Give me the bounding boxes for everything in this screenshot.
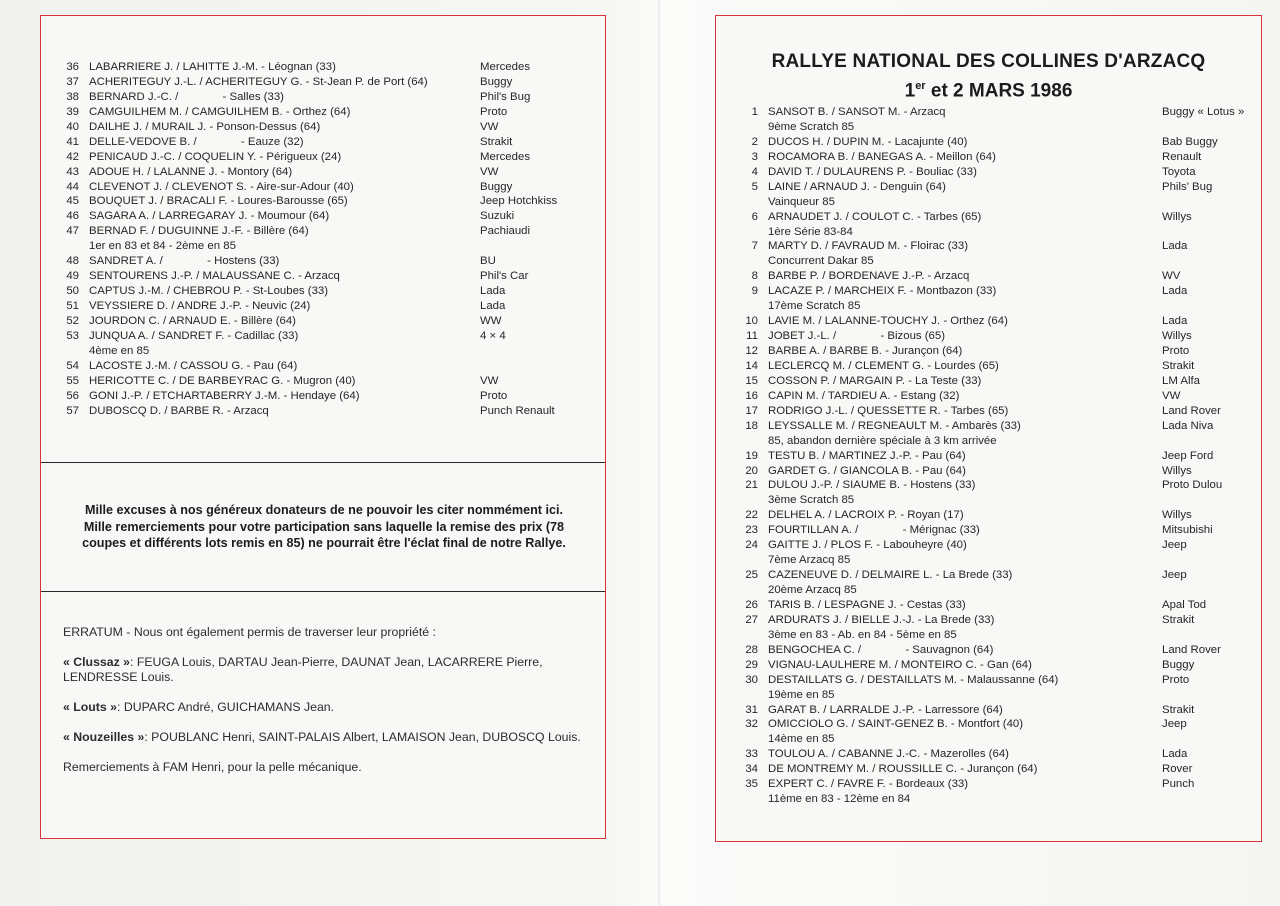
entry-number: 16 <box>745 389 758 402</box>
entry-crew: CAPIN M. / TARDIEU A. - Estang (32) <box>768 389 960 402</box>
entry-row <box>740 478 1250 493</box>
entry-row <box>61 284 581 299</box>
entry-car: Jeep Hotchkiss <box>480 195 558 208</box>
entry-crew: DAILHE J. / MURAIL J. - Ponson-Dessus (64) <box>89 120 321 133</box>
entry-row <box>61 329 581 344</box>
entry-row <box>61 404 581 419</box>
entry-note: 7ème Arzacq 85 <box>768 554 851 567</box>
entry-row <box>61 165 581 180</box>
entry-car: Proto <box>480 389 508 402</box>
entry-row <box>740 538 1250 553</box>
entry-number: 8 <box>751 270 758 283</box>
entry-row <box>740 777 1250 792</box>
entry-number: 39 <box>66 105 79 118</box>
entry-car: Strakit <box>1162 359 1195 372</box>
entry-crew: ADOUE H. / LALANNE J. - Montory (64) <box>89 165 293 178</box>
entry-car: Proto Dulou <box>1162 479 1223 492</box>
entry-number: 50 <box>66 285 79 298</box>
entry-note: 3ème Scratch 85 <box>768 494 855 507</box>
entry-row <box>61 135 581 150</box>
entry-row <box>740 239 1250 254</box>
entry-number: 32 <box>745 718 758 731</box>
entry-car: VW <box>480 374 499 387</box>
entry-note: 4ème en 85 <box>89 344 150 357</box>
entry-number: 15 <box>745 374 758 387</box>
entry-crew: ARDURATS J. / BIELLE J.-J. - La Brede (33) <box>768 613 995 626</box>
entry-crew: LACAZE P. / MARCHEIX F. - Montbazon (33) <box>768 285 997 298</box>
entry-number: 41 <box>66 135 79 148</box>
entry-car: Proto <box>1162 673 1190 686</box>
entry-row <box>61 209 581 224</box>
entry-car: Mitsubishi <box>1162 524 1213 537</box>
entry-crew: FOURTILLAN A. / - Mérignac (33) <box>768 524 980 537</box>
erratum-clussaz <box>63 655 593 685</box>
entry-number: 23 <box>745 524 758 537</box>
date-day1-sup: er <box>915 80 926 92</box>
rally-title: RALLYE NATIONAL DES COLLINES D'ARZACQ <box>771 51 1206 72</box>
erratum-louts <box>63 700 593 715</box>
entry-number: 31 <box>745 703 758 716</box>
erratum-intro: ERRATUM - Nous ont également permis de traverser leur propriété : <box>63 625 436 639</box>
entry-crew: JOURDON C. / ARNAUD E. - Billère (64) <box>89 314 296 327</box>
notice-line: coupes et différents lots remis en 85) ne pourrait être l'éclat final de notre Rallye. <box>82 536 566 550</box>
entry-number: 48 <box>66 255 79 268</box>
entry-crew: COSSON P. / MARGAIN P. - La Teste (33) <box>768 374 982 387</box>
entry-row <box>61 194 581 209</box>
entry-crew: BERNAD F. / DUGUINNE J.-F. - Billère (64) <box>89 225 309 238</box>
entry-number: 52 <box>66 314 79 327</box>
entry-number: 5 <box>751 180 758 193</box>
erratum-label: « Clussaz » <box>63 655 130 669</box>
entry-car: WV <box>1162 270 1181 283</box>
entry-number: 35 <box>745 778 758 791</box>
entry-car: Strakit <box>1162 703 1195 716</box>
entry-crew: DE MONTREMY M. / ROUSSILLE C. - Jurançon (64) <box>768 763 1038 776</box>
entrants-list-right <box>740 105 1250 807</box>
entry-number: 27 <box>745 613 758 626</box>
entry-row <box>740 598 1250 613</box>
entry-car: Land Rover <box>1162 404 1221 417</box>
right-panel <box>715 15 1262 842</box>
entry-number: 57 <box>66 404 79 417</box>
entry-car: Punch <box>1162 778 1195 791</box>
entry-row <box>740 762 1250 777</box>
entry-car: Proto <box>480 105 508 118</box>
entry-crew: JOBET J.-L. / - Bizous (65) <box>768 330 946 343</box>
entry-car: Phils' Bug <box>1162 180 1213 193</box>
entry-number: 33 <box>745 748 758 761</box>
entry-crew: EXPERT C. / FAVRE F. - Bordeaux (33) <box>768 778 969 791</box>
entry-car: Lada <box>1162 748 1188 761</box>
entry-number: 53 <box>66 329 79 342</box>
entry-crew: LAVIE M. / LALANNE-TOUCHY J. - Orthez (64) <box>768 315 1008 328</box>
entry-number: 25 <box>745 569 758 582</box>
entry-note: 1er en 83 et 84 - 2ème en 85 <box>89 240 236 253</box>
entry-row <box>740 568 1250 583</box>
entry-row <box>740 105 1250 120</box>
entry-car: Mercedes <box>480 150 531 163</box>
entry-number: 20 <box>745 464 758 477</box>
entry-crew: RODRIGO J.-L. / QUESSETTE R. - Tarbes (65) <box>768 404 1009 417</box>
entry-number: 51 <box>66 300 79 312</box>
entry-car: Willys <box>1162 330 1192 343</box>
entry-row <box>740 404 1250 419</box>
entry-crew: BERNARD J.-C. / - Salles (33) <box>89 90 284 103</box>
entry-row <box>740 643 1250 658</box>
entry-row <box>740 269 1250 284</box>
entry-row <box>740 314 1250 329</box>
entry-crew: DAVID T. / DULAURENS P. - Bouliac (33) <box>768 165 977 178</box>
entry-car: Renault <box>1162 150 1202 163</box>
divider-bottom <box>41 591 605 592</box>
rally-date <box>716 74 1261 103</box>
entry-crew: DULOU J.-P. / SIAUME B. - Hostens (33) <box>768 479 976 492</box>
divider-top <box>41 462 605 463</box>
entry-row <box>740 165 1250 180</box>
entry-number: 10 <box>745 315 758 328</box>
entry-number: 7 <box>751 240 758 253</box>
erratum-names: : POUBLANC Henri, SAINT-PALAIS Albert, LAMAISON Jean, DUBOSCQ Louis. <box>144 730 581 744</box>
erratum-label: « Louts » <box>63 700 117 714</box>
entry-crew: OMICCIOLO G. / SAINT-GENEZ B. - Montfort (40) <box>768 718 1024 731</box>
entry-row <box>61 269 581 284</box>
entry-row <box>740 359 1250 374</box>
entry-row <box>740 329 1250 344</box>
entry-note: 1ère Série 83-84 <box>768 225 853 238</box>
entry-car: Buggy <box>1162 658 1195 671</box>
entry-car: Willys <box>1162 509 1192 522</box>
date-day1: 1 <box>904 80 916 102</box>
notice-line: Mille remerciements pour votre participation sans laquelle la remise des prix (78 <box>83 519 565 534</box>
entry-car: BU <box>480 255 496 268</box>
entry-number: 18 <box>745 419 758 432</box>
entry-number: 49 <box>66 270 79 283</box>
entry-note: 11ème en 83 - 12ème en 84 <box>768 793 911 806</box>
entry-note: 85, abandon dernière spéciale à 3 km arrivée <box>768 434 997 447</box>
entry-row <box>740 180 1250 195</box>
entry-crew: ARNAUDET J. / COULOT C. - Tarbes (65) <box>768 210 982 223</box>
entry-number: 55 <box>66 374 79 387</box>
entry-note: 3ème en 83 - Ab. en 84 - 5ème en 85 <box>768 628 957 641</box>
entry-crew: ACHERITEGUY J.-L. / ACHERITEGUY G. - St-Jean P. de Port (64) <box>89 75 428 88</box>
entry-row <box>740 150 1250 165</box>
entry-crew: DUCOS H. / DUPIN M. - Lacajunte (40) <box>768 135 968 148</box>
entry-crew: LACOSTE J.-M. / CASSOU G. - Pau (64) <box>89 359 298 372</box>
entry-crew: JUNQUA A. / SANDRET F. - Cadillac (33) <box>89 329 299 342</box>
entry-number: 6 <box>751 210 758 223</box>
entry-row <box>740 210 1250 225</box>
entry-row <box>740 344 1250 359</box>
entry-row <box>740 717 1250 732</box>
entry-number: 21 <box>745 479 758 492</box>
entry-row <box>740 613 1250 628</box>
erratum-names: : DUPARC André, GUICHAMANS Jean. <box>116 700 335 714</box>
entry-crew: GONI J.-P. / ETCHARTABERRY J.-M. - Hendaye (64) <box>89 389 360 402</box>
entry-crew: TOULOU A. / CABANNE J.-C. - Mazerolles (64) <box>768 748 1009 761</box>
entry-crew: LECLERCQ M. / CLEMENT G. - Lourdes (65) <box>768 359 999 372</box>
entry-number: 11 <box>746 330 758 343</box>
entry-car: Lada <box>1162 315 1188 328</box>
entry-crew: GARAT B. / LARRALDE J.-P. - Larressore (64) <box>768 703 1003 716</box>
entry-note: Concurrent Dakar 85 <box>768 255 874 268</box>
erratum-names: : FEUGA Louis, DARTAU Jean-Pierre, DAUNAT Jean, LACARRERE Pierre, LENDRESSE Louis. <box>63 655 543 684</box>
entry-car: VW <box>480 120 499 133</box>
left-panel <box>40 15 606 839</box>
entry-row <box>61 359 581 374</box>
entry-crew: BOUQUET J. / BRACALI F. - Loures-Barousse (65) <box>89 195 348 208</box>
entry-note: 14ème en 85 <box>768 733 835 746</box>
entry-crew: MARTY D. / FAVRAUD M. - Floirac (33) <box>768 240 968 253</box>
entry-number: 24 <box>745 539 758 552</box>
entry-crew: SAGARA A. / LARREGARAY J. - Moumour (64) <box>89 210 330 223</box>
entry-car: Jeep <box>1162 718 1187 731</box>
entry-note: 17ème Scratch 85 <box>768 300 861 313</box>
erratum-thanks: Remerciements à FAM Henri, pour la pelle mécanique. <box>63 760 362 774</box>
entry-number: 30 <box>745 673 758 686</box>
entry-crew: DELHEL A. / LACROIX P. - Royan (17) <box>768 509 964 522</box>
entry-row <box>740 508 1250 523</box>
entry-car: Willys <box>1162 210 1192 223</box>
entry-crew: GARDET G. / GIANCOLA B. - Pau (64) <box>768 464 966 477</box>
entry-number: 4 <box>751 165 758 178</box>
entry-number: 17 <box>745 404 758 417</box>
entrants-list-left <box>61 60 581 419</box>
entry-crew: BENGOCHEA C. / - Sauvagnon (64) <box>768 643 994 656</box>
entry-crew: LAINE / ARNAUD J. - Denguin (64) <box>768 180 946 193</box>
entry-row <box>740 374 1250 389</box>
entry-car: Jeep <box>1162 539 1187 552</box>
entry-number: 3 <box>751 150 758 163</box>
entry-row <box>61 314 581 329</box>
erratum-section <box>63 625 593 775</box>
entry-number: 34 <box>745 763 758 776</box>
entry-crew: DUBOSCQ D. / BARBE R. - Arzacq <box>89 404 269 417</box>
entry-row <box>61 389 581 404</box>
entry-car: Pachiaudi <box>480 225 531 238</box>
entry-car: Buggy <box>480 75 513 88</box>
entry-crew: CLEVENOT J. / CLEVENOT S. - Aire-sur-Adour (40) <box>89 180 354 193</box>
entry-crew: CAZENEUVE D. / DELMAIRE L. - La Brede (33) <box>768 569 1013 582</box>
entry-crew: SANDRET A. / - Hostens (33) <box>89 255 280 268</box>
entry-car: Jeep <box>1162 569 1187 582</box>
erratum-nouzeilles <box>63 730 593 745</box>
entry-car: 4 × 4 <box>480 329 506 342</box>
entry-note: 19ème en 85 <box>768 688 835 701</box>
entry-row <box>61 299 581 314</box>
entry-number: 43 <box>66 165 79 178</box>
entry-car: Phil's Bug <box>480 90 531 103</box>
entry-car: Jeep Ford <box>1162 449 1214 462</box>
entry-row <box>740 284 1250 299</box>
page-fold <box>658 0 660 906</box>
entry-number: 36 <box>66 61 79 73</box>
entry-number: 46 <box>66 210 79 223</box>
entry-crew: DELLE-VEDOVE B. / - Eauze (32) <box>89 135 304 148</box>
entry-car: VW <box>1162 389 1181 402</box>
entry-car: Phil's Car <box>480 270 529 283</box>
entry-crew: DESTAILLATS G. / DESTAILLATS M. - Malaussanne (64) <box>768 673 1059 686</box>
erratum-label: « Nouzeilles » <box>63 730 145 744</box>
donor-notice <box>51 502 597 552</box>
entry-row <box>61 120 581 135</box>
entry-crew: VIGNAU-LAULHERE M. / MONTEIRO C. - Gan (64) <box>768 658 1032 671</box>
entry-number: 45 <box>66 195 79 208</box>
entry-car: WW <box>480 314 502 327</box>
entry-crew: SENTOURENS J.-P. / MALAUSSANE C. - Arzacq <box>89 270 340 283</box>
entry-row <box>61 180 581 195</box>
entry-row <box>61 374 581 389</box>
entry-row <box>61 90 581 105</box>
entry-row <box>61 60 581 75</box>
entry-car: Proto <box>1162 345 1190 357</box>
entry-number: 37 <box>66 75 79 88</box>
entry-car: Lada <box>480 300 506 312</box>
entry-crew: PENICAUD J.-C. / COQUELIN Y. - Périgueux (24) <box>89 150 342 163</box>
entry-number: 47 <box>66 225 79 238</box>
entry-number: 54 <box>66 359 79 372</box>
entry-car: Land Rover <box>1162 643 1221 656</box>
entry-car: Mercedes <box>480 61 531 73</box>
entry-number: 29 <box>745 658 758 671</box>
entry-row <box>61 150 581 165</box>
entry-row <box>740 523 1250 538</box>
entry-note: 20ème Arzacq 85 <box>768 584 857 596</box>
entry-car: LM Alfa <box>1162 374 1200 387</box>
entry-number: 40 <box>66 120 79 133</box>
entry-number: 22 <box>745 509 758 522</box>
entry-number: 1 <box>751 106 758 118</box>
entry-car: VW <box>480 165 499 178</box>
entry-number: 56 <box>66 389 79 402</box>
entry-car: Apal Tod <box>1162 598 1207 611</box>
entry-number: 2 <box>751 135 758 148</box>
entry-note: Vainqueur 85 <box>768 195 835 208</box>
entry-car: Strakit <box>480 135 513 148</box>
entry-row <box>61 105 581 120</box>
entry-crew: HERICOTTE C. / DE BARBEYRAC G. - Mugron (40) <box>89 374 356 387</box>
entry-row <box>61 224 581 239</box>
entry-crew: SANSOT B. / SANSOT M. - Arzacq <box>768 106 946 118</box>
entry-number: 26 <box>745 598 758 611</box>
entry-crew: LEYSSALLE M. / REGNEAULT M. - Ambarès (33) <box>768 419 1021 432</box>
entry-note: 9ème Scratch 85 <box>768 120 855 133</box>
date-rest: et 2 MARS 1986 <box>925 80 1073 102</box>
entry-row <box>740 389 1250 404</box>
entry-car: Suzuki <box>480 210 515 223</box>
entry-row <box>61 254 581 269</box>
entry-car: Punch Renault <box>480 404 555 417</box>
entry-car: Lada <box>1162 285 1188 298</box>
entry-crew: LABARRIERE J. / LAHITTE J.-M. - Léognan (33) <box>89 61 336 73</box>
entry-row <box>740 673 1250 688</box>
entry-number: 44 <box>66 180 79 193</box>
entry-number: 9 <box>751 285 758 298</box>
entry-crew: TARIS B. / LESPAGNE J. - Cestas (33) <box>768 598 966 611</box>
entry-crew: CAMGUILHEM M. / CAMGUILHEM B. - Orthez (64) <box>89 105 351 118</box>
entry-number: 42 <box>66 150 79 163</box>
entry-crew: GAITTE J. / PLOS F. - Labouheyre (40) <box>768 539 967 552</box>
entry-row <box>740 658 1250 673</box>
entry-car: Lada <box>480 285 506 298</box>
entry-crew: BARBE P. / BORDENAVE J.-P. - Arzacq <box>768 270 970 283</box>
entry-row <box>740 703 1250 718</box>
entry-crew: VEYSSIERE D. / ANDRE J.-P. - Neuvic (24) <box>89 300 311 312</box>
entry-crew: ROCAMORA B. / BANEGAS A. - Meillon (64) <box>768 150 996 163</box>
entry-crew: BARBE A. / BARBE B. - Jurançon (64) <box>768 345 963 357</box>
entry-number: 38 <box>66 90 79 103</box>
entry-car: Buggy « Lotus » <box>1162 106 1245 118</box>
entry-row <box>740 747 1250 762</box>
entry-number: 12 <box>745 345 758 357</box>
entry-crew: CAPTUS J.-M. / CHEBROU P. - St-Loubes (33) <box>89 285 329 298</box>
entry-car: Willys <box>1162 464 1192 477</box>
entry-row <box>740 449 1250 464</box>
entry-car: Toyota <box>1162 165 1196 178</box>
entry-car: Rover <box>1162 763 1193 776</box>
entry-crew: TESTU B. / MARTINEZ J.-P. - Pau (64) <box>768 449 966 462</box>
entry-number: 14 <box>745 359 758 372</box>
entry-row <box>740 464 1250 479</box>
entry-number: 19 <box>745 449 758 462</box>
entry-row <box>740 419 1250 434</box>
entry-car: Lada Niva <box>1162 419 1214 432</box>
entry-row <box>740 135 1250 150</box>
entry-car: Buggy <box>480 180 513 193</box>
entry-number: 28 <box>745 643 758 656</box>
entry-row <box>61 75 581 90</box>
entry-car: Bab Buggy <box>1162 135 1218 148</box>
notice-line: Mille excuses à nos généreux donateurs de ne pouvoir les citer nommément ici. <box>84 503 563 517</box>
entry-car: Lada <box>1162 240 1188 253</box>
entry-car: Strakit <box>1162 613 1195 626</box>
